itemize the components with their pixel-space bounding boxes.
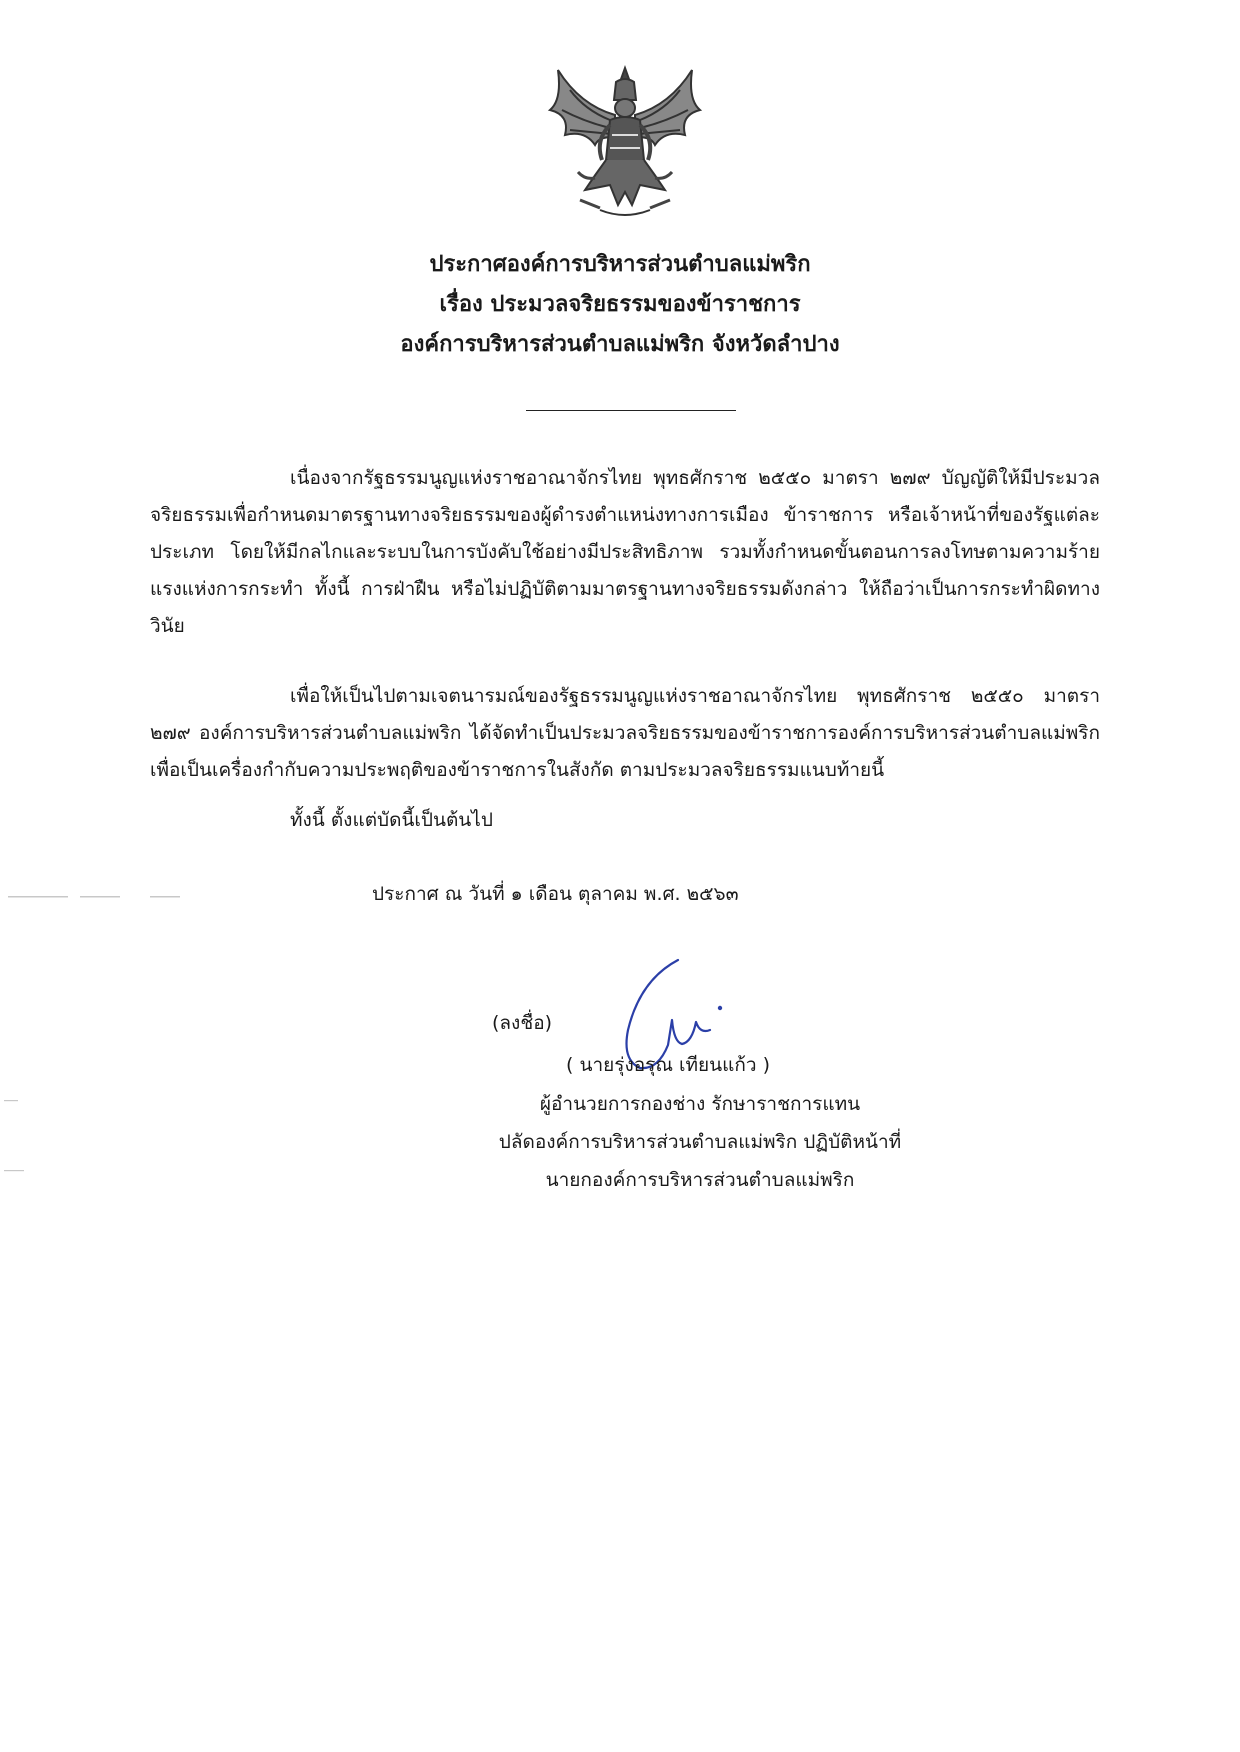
- signatory-name: ( นายรุ่งอรุณ เทียนแก้ว ): [566, 1054, 771, 1076]
- header-divider: [526, 410, 736, 411]
- signatory-titles: [440, 1085, 960, 1199]
- signatory-title-2: ปลัดองค์การบริหารส่วนตำบลแม่พริก ปฏิบัติหน้าที่: [498, 1131, 902, 1153]
- body-paragraph-1: เนื่องจากรัฐธรรมนูญแห่งราชอาณาจักรไทย พุทธศักราช ๒๕๕๐ มาตรา ๒๗๙ บัญญัติให้มีประมวลจริยธรรมเพื่อกำหนดมาตรฐานทางจริยธรรมของผู้ดำรงตำแหน่งทางการเมือง ข้าราชการ หรือเจ้าหน้าที่ของรัฐแต่ละประเภท โดยให้มีกลไกและระบบในการบังคับใช้อย่างมีประสิทธิภาพ รวมทั้งกำหนดขั้นตอนการลงโทษตามความร้ายแรงแห่งการกระทำ ทั้งนี้ การฝ่าฝืน หรือไม่ปฏิบัติตามมาตรฐานทางจริยธรรมดังกล่าว ให้ถือว่าเป็นการกระทำผิดทางวินัย: [150, 467, 1100, 637]
- signatory-title-1: ผู้อำนวยการกองช่าง รักษาราชการแทน: [539, 1093, 861, 1115]
- signatory-title-3: นายกองค์การบริหารส่วนตำบลแม่พริก: [545, 1169, 855, 1191]
- announcement-date: ประกาศ ณ วันที่ ๑ เดือน ตุลาคม พ.ศ. ๒๕๖๓: [372, 883, 739, 905]
- body-paragraph-3: ทั้งนี้ ตั้งแต่บัดนี้เป็นต้นไป: [290, 809, 493, 831]
- header-line-3: องค์การบริหารส่วนตำบลแม่พริก จังหวัดลำปาง: [400, 332, 840, 357]
- header-line-2: เรื่อง ประมวลจริยธรรมของข้าราชการ: [439, 292, 801, 317]
- garuda-emblem-icon: [540, 60, 710, 230]
- announcement-header: [0, 245, 1240, 365]
- scan-artifacts: [0, 880, 220, 1180]
- header-line-1: ประกาศองค์การบริหารส่วนตำบลแม่พริก: [429, 252, 811, 277]
- body-paragraph-2: เพื่อให้เป็นไปตามเจตนารมณ์ของรัฐธรรมนูญแห่งราชอาณาจักรไทย พุทธศักราช ๒๕๕๐ มาตรา ๒๗๙ องค์การบริหารส่วนตำบลแม่พริก ได้จัดทำเป็นประมวลจริยธรรมของข้าราชการองค์การบริหารส่วนตำบลแม่พริก เพื่อเป็นเครื่องกำกับความประพฤติของข้าราชการในสังกัด ตามประมวลจริยธรรมแนบท้ายนี้: [150, 685, 1100, 781]
- signature-label: (ลงชื่อ): [492, 1012, 553, 1034]
